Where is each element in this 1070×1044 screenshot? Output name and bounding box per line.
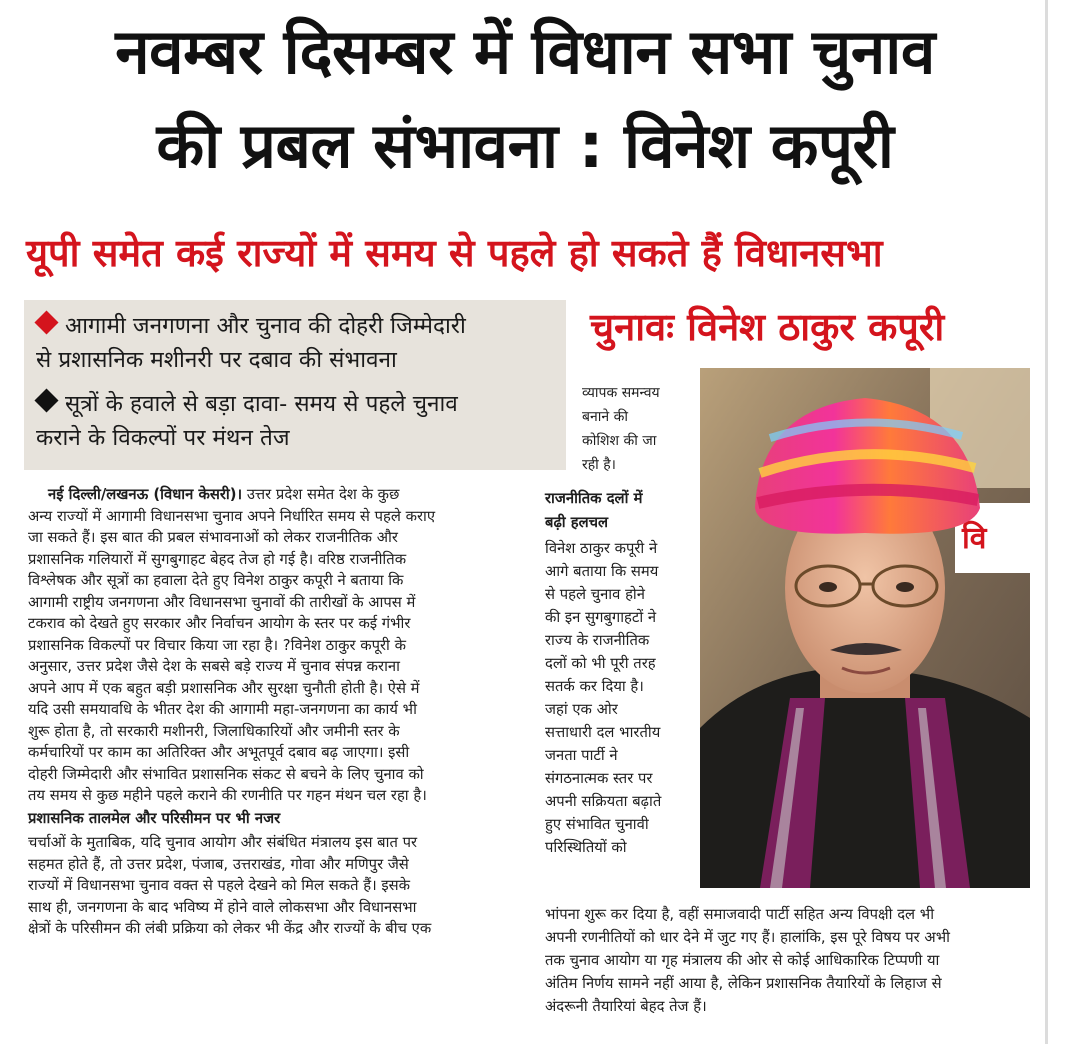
subheadline-line-1: यूपी समेत कई राज्यों में समय से पहले हो सकते हैं विधानसभा: [26, 231, 883, 275]
side-line: हुए संभावित चुनावी: [545, 816, 649, 833]
article-line: अनुसार, उत्तर प्रदेश जैसे देश के सबसे बड़े राज्य में चुनाव संपन्न कराना: [28, 658, 400, 675]
side-top-line: रही है।: [582, 457, 616, 473]
highlight-item-2: [36, 388, 458, 421]
portrait-illustration: [700, 368, 1030, 888]
highlight-2-line-1: सूत्रों के हवाले से बड़ा दावा- समय से पहले चुनाव: [65, 391, 458, 417]
dateline: नई दिल्ली/लखनऊ (विधान केसरी)।: [48, 486, 243, 503]
article-line: क्षेत्रों के परिसीमन की लंबी प्रक्रिया को लेकर भी केंद्र और राज्यों के बीच एक: [28, 920, 432, 937]
highlight-1-line-1: आगामी जनगणना और चुनाव की दोहरी जिम्मेदारी: [65, 313, 466, 339]
side-line: राज्य के राजनीतिक: [545, 632, 650, 649]
side-line: संगठनात्मक स्तर पर: [545, 770, 653, 787]
side-line: अपनी सक्रियता बढ़ाते: [545, 793, 662, 810]
article-line: राज्यों में विधानसभा चुनाव वक्त से पहले देखने को मिल सकते हैं। इसके: [28, 877, 411, 894]
side-top-line: बनाने की: [582, 409, 628, 425]
portrait-photo: [700, 368, 1030, 888]
highlight-1-line-2: से प्रशासनिक मशीनरी पर दबाव की संभावना: [36, 347, 397, 373]
highlights-box: [24, 300, 566, 470]
red-diamond-bullet-icon: [34, 310, 58, 334]
headline-line-2: की प्रबल संभावना : विनेश कपूरी: [156, 109, 894, 182]
bottom-line: अंदरूनी तैयारियां बेहद तेज हैं।: [545, 998, 707, 1015]
page-edge-divider: [1045, 0, 1048, 1044]
black-diamond-bullet-icon: [34, 388, 58, 412]
article-line-0-text: उत्तर प्रदेश समेत देश के कुछ: [242, 486, 400, 503]
highlight-2-line-2: कराने के विकल्पों पर मंथन तेज: [36, 425, 290, 451]
side-line: विनेश ठाकुर कपूरी ने: [545, 540, 658, 557]
bottom-line: तक चुनाव आयोग या गृह मंत्रालय की ओर से कोई आधिकारिक टिप्पणी या: [545, 952, 940, 969]
article-line: प्रशासनिक गलियारों में सुगबुगाहट बेहद तेज हो गई है। वरिष्ठ राजनीतिक: [28, 550, 407, 568]
side-top-line: व्यापक समन्वय: [582, 385, 660, 401]
backdrop-sign-text: वि: [962, 521, 987, 556]
article-line: साथ ही, जनगणना के बाद भविष्य में होने वाले लोकसभा और विधानसभा: [28, 898, 417, 916]
side-line: सतर्क कर दिया है।: [545, 678, 644, 695]
article-subhead: प्रशासनिक तालमेल और परिसीमन पर भी नजर: [28, 810, 281, 827]
side-line: परिस्थितियों को: [545, 839, 627, 856]
bottom-line: अपनी रणनीतियों को धार देने में जुट गए हैं। हालांकि, इस पूरे विषय पर अभी: [545, 929, 950, 946]
side-line: दलों को भी पूरी तरह: [545, 655, 656, 672]
article-line: चर्चाओं के मुताबिक, यदि चुनाव आयोग और संबंधित मंत्रालय इस बात पर: [28, 834, 418, 851]
article-line: टकराव को देखते हुए सरकार और निर्वाचन आयोग के स्तर पर कई गंभीर: [28, 615, 411, 632]
side-top-line: कोशिश की जा: [582, 433, 657, 449]
bottom-line: अंतिम निर्णय सामने नहीं आया है, लेकिन प्रशासनिक तैयारियों के लिहाज से: [545, 975, 942, 992]
side-line: जहां एक ओर: [545, 701, 618, 718]
side-line: की इन सुगबुगाहटों ने: [545, 609, 657, 626]
side-subhead-line-2: बढ़ी हलचल: [545, 514, 609, 531]
article-line: अपने आप में एक बहुत बड़ी प्रशासनिक और सुरक्षा चुनौती होती है। ऐसे में: [28, 679, 420, 697]
side-line: से पहले चुनाव होने: [545, 586, 645, 603]
article-line: दोहरी जिम्मेदारी और संभावित प्रशासनिक संकट से बचने के लिए चुनाव को: [28, 765, 424, 783]
side-line: सत्ताधारी दल भारतीय: [545, 724, 661, 741]
bottom-line: भांपना शुरू कर दिया है, वहीं समाजवादी पार्टी सहित अन्य विपक्षी दल भी: [545, 906, 935, 923]
article-line: शुरू होता है, तो सरकारी मशीनरी, जिलाधिकारियों और जमीनी स्तर के: [28, 722, 400, 740]
article-line: अन्य राज्यों में आगामी विधानसभा चुनाव अपने निर्धारित समय से पहले कराए: [28, 507, 436, 525]
article-line: सहमत होते हैं, तो उत्तर प्रदेश, पंजाब, उत्तराखंड, गोवा और मणिपुर जैसे: [28, 855, 409, 873]
side-subhead-line-1: राजनीतिक दलों में: [545, 490, 643, 507]
jacket: [700, 668, 1030, 888]
subheadline-line-2: चुनावः विनेश ठाकुर कपूरी: [590, 305, 945, 349]
article-line: कर्मचारियों पर काम का अतिरिक्त और अभूतपूर्व दबाव बढ़ जाएगा। इसी: [28, 744, 410, 761]
article-line: विश्लेषक और सूत्रों का हवाला देते हुए विनेश ठाकुर कपूरी ने बताया कि: [28, 572, 404, 589]
article-line: जा सकते हैं। इस बात की प्रबल संभावनाओं को लेकर राजनीतिक और: [28, 529, 398, 546]
side-line: आगे बताया कि समय: [545, 563, 659, 580]
highlight-item-1: [36, 310, 466, 343]
article-line: तय समय से कुछ महीने पहले कराने की रणनीति पर गहन मंथन चल रहा है।: [28, 787, 427, 804]
side-line: जनता पार्टी ने: [545, 747, 618, 764]
article-line: आगामी राष्ट्रीय जनगणना और विधानसभा चुनावों की तारीखों के आपस में: [28, 593, 416, 611]
article-line-0: [48, 484, 399, 506]
article-line: यदि उसी समयावधि के भीतर देश की आगामी महा-जनगणना का कार्य भी: [28, 701, 417, 718]
headline-line-1: नवम्बर दिसम्बर में विधान सभा चुनाव: [115, 15, 935, 88]
article-line: प्रशासनिक विकल्पों पर विचार किया जा रहा है। ?विनेश ठाकुर कपूरी के: [28, 636, 406, 654]
